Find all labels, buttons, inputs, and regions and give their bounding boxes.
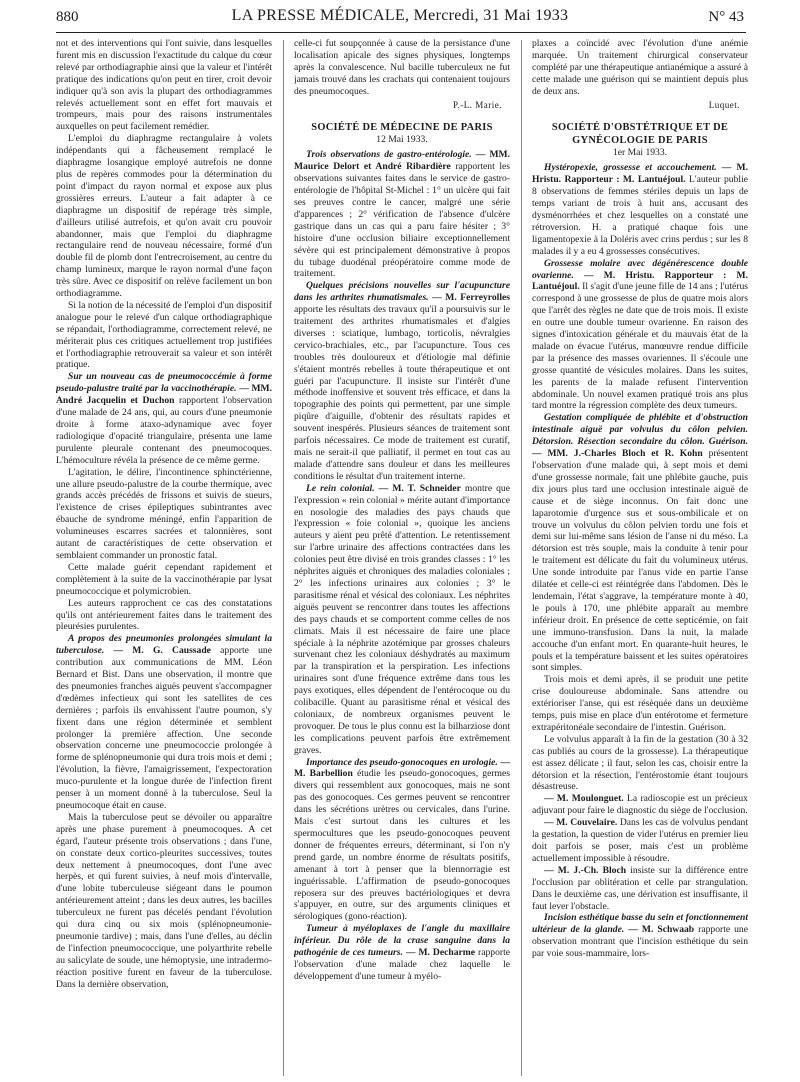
paragraph: Trois mois et demi après, il se produit une petite crise douloureuse abdominale. Sans attendre ou extérioriser l'anse, qui est résèquée dans un deuxième temps, puis mise en place d'un entérotome et fermeture extrapéritonéale secondaire de l'intestin. Guérison. <box>532 674 748 733</box>
article-authors: — M. J.-Ch. Bloch <box>544 864 627 876</box>
column-divider <box>521 40 522 1076</box>
column-2 <box>294 38 510 1076</box>
signature: P.-L. Marie. <box>453 99 502 110</box>
column-3 <box>532 38 748 1076</box>
paragraph: celle-ci fut soupçonnée à cause de la persistance d'une localisation apicale des signes physiques, longtemps après la convalescence. Nul bacille tuberculeux ne fut jamais trouvé dans les crachats qui contenaient toujours des pneumocoques. <box>294 38 510 97</box>
article-authors: — M. T. Schneider <box>378 482 461 494</box>
article <box>56 633 272 812</box>
article <box>56 371 272 466</box>
article-body: rapportent les observations suivantes faites dans le service de gastro-entérologie de l'hôpital St-Michel : 1° un ulcère qui fait ses preuves contre le cancer, malgré une série d'apparences ; 2° vérification de l'absence d'ulcère gastrique dans un cas qui a paru faire hésiter ; 3° histoire d'une occlusion biliaire exceptionnellement sévère qui est principalement démonstrative à propos du tubage duodénal préopératoire comme mode de traitement. <box>294 161 510 280</box>
article-authors: — M. Hristu. Rapporteur : M. Lantuéjoul. <box>532 162 748 186</box>
article-authors: — M. Barbellion <box>294 756 510 780</box>
article-title: Incision esthétique basse du sein et fonctionnement ultérieur de la glande. <box>532 912 748 936</box>
article <box>532 793 748 817</box>
article-authors: — MM. J.-Charles Bloch et R. Kohn <box>532 448 703 460</box>
article <box>294 149 510 280</box>
paragraph: not et des interventions qui l'ont suivie, dans lesquelles furent mis en discussion l'exactitude du calque du cœur relevé par orthodiagraphie ainsi que la valeur et l'intérêt pratique des indications qu'on peut en tirer, croit devoir indiquer qu'à son avis la plupart des orthodiagrammes relevés actuellement sont en effet fort mauvais et trompeurs, mais pour des raisons instrumentales auxquelles on peut facilement remédier. <box>56 38 272 133</box>
article-body: montre que l'expression « rein colonial » mérite autant d'importance en nosologie des maladies des pays chauds que l'expression « foie colonial », quoique les anciens auteurs y aient peu prêté d'attention. Le retentissement sur l'arbre urinaire des affections contractées dans les colonies peut être divisé en trois grandes classes : 1° les néphrites aiguës et chroniques des maladies coloniales ; 2° les infections urinaires aux colonies ; 3° le parasitisme rénal et vésical des coloniaux. Les néphrites aiguës peuvent se rencontrer dans toutes les affections des pays chauds et se comportent comme celles de nos climats. Mais il est nécessaire de faire une place spéciale à la néphrite azotémique par grosses chaleurs survenant chez les coloniaux déshydratés au maximum par la transpiration et la perspiration. Les infections urinaires sont d'une fréquence extrême dans tous les pays exotiques, elles dépendent de l'entérocoque ou du colibacille. Quant au parasitisme rénal et vésical des coloniaux, de nombreux organismes peuvent le provoquer. De tous le plus connu est la bilharziose dont les complications peuvent parfois être extrêmement graves. <box>294 482 510 756</box>
paragraph: plaxes a coïncidé avec l'évolution d'une anémie marquée. Un traitement chirurgical conservateur complété par une thérapeutique antianémique a assuré à cette malade une guérison qui se maintient depuis plus de deux ans. <box>532 38 748 97</box>
article <box>532 912 748 960</box>
page-header <box>56 3 744 29</box>
article-title: Grossesse molaire avec dégénérescence double ovarienne. <box>532 257 748 281</box>
column-1 <box>56 38 272 1076</box>
article-authors: — M. Schwaab <box>628 924 695 936</box>
article-body: présentent l'observation d'une malade qui, à sept mois et demi d'une grossesse normale, fait une phlébite gauche, puis dix jours plus tard une occlusion intestinale aiguë de cause et de siège inconnus. On fait donc une laparotomie d'urgence sus et sous-ombilicale et on trouve un volvulus du côlon pelvien tordu une fois et demi sur lui-même sans lésion de l'anse ni du méso. La détorsion est très souple, mais la conduite à tenir pour le traitement est délicate du fait du volumineux utérus. Une sonde introduite par l'anus vide en partie l'anse dilatée et celle-ci est réintégrée dans l'abdomen. Dès le lendemain, l'état s'aggrave, la température monte à 40, le pouls à 170, une phlébite apparaît au membre inférieur droit. En présence de cette septicémie, on fait une immuno-transfusion. Dans la nuit, la malade accouche d'un enfant mort. En quarante-huit heures, le pouls et la température baissent et les suites opératoires sont simples. <box>532 448 748 674</box>
article-authors: — M. Ferreyrolles <box>432 292 510 304</box>
article-title: Tumeur à myéloplaxes de l'angle du maxillaire inférieur. Du rôle de la crase sanguine dans la pathogénie de ces tumeurs. <box>294 923 510 959</box>
paragraph: L'agitation, le délire, l'incontinence sphinctérienne, une allure pseudo-palustre de la courbe thermique, avec grands accès précédés de frissons et suivis de sueurs, l'existence de crises épileptiques subintrantes avec ébauche de syndrome méningé, enfin l'apparition de volumineuses escarres sacrées et talonnières, sont autant de caractéristiques de cette observation et semblaient commander un pronostic fatal. <box>56 466 272 561</box>
article <box>294 757 510 924</box>
article-body: L'auteur publie 8 observations de femmes stériles depuis un laps de temps variant de trois à huit ans, accusant des dysménorrhées et chez lesquelles on a constaté une rétroversion. H. a pratiqué chaque fois une ligamentopexie à la Doléris avec crins perdus ; sur les 8 malades il y a eu 4 grossesses consécutives. <box>532 174 748 257</box>
article-body: étudie les pseudo-gonocoques, germes divers qui ressemblent aux gonocoques, mais ne sont pas des gonocoques. Ces germes peuvent se rencontrer dans les sécrétions urètres ou cervicales, dans l'urine. Mais c'est surtout dans les cultures et les spermocultures que les pseudo-gonocoques peuvent donner de fréquentes erreurs, déterminant, si l'on n'y prend garde, un nombre énorme de résultats positifs, amenant à tort à penser que la blennorragie est inguérissable. L'affirmation de pseudo-gonocoques reposera sur des preuves bactériologiques et devra s'appuyer, en outre, sur des arguments cliniques et sérologiques (gono-réaction). <box>294 768 510 923</box>
article-body: La radioscopie est un précieux adjuvant pour faire le diagnostic du siège de l'occlusion. <box>532 793 748 817</box>
article-body: rapporte une observation montrant que l'incision esthétique du sein par voie sous-mammaire, lors- <box>532 924 748 960</box>
article-body: rapporte l'observation d'une malade chez laquelle le développement d'une tumeur à myélo- <box>294 947 510 982</box>
section-date: 12 Mai 1933. <box>376 134 428 146</box>
article-body: Dans les cas de volvulus pendant la gestation, la question de vider l'utérus en premier lieu doit parfois se poser, mais c'est un problème actuellement impossible à résoudre. <box>532 817 748 864</box>
article-body: Il s'agit d'une jeune fille de 14 ans ; l'utérus correspond à une grossesse de plus de quatre mois alors que l'arrêt des règles ne date que de trois mois. Il existe en outre une double tumeur ovarienne. En raison des signes d'intoxication générale et du mauvais état de la malade on évacue l'utérus, manœuvre rendue difficile par la présence des masses ovariennes. Il s'écoule une grosse quantité de vésicules molaires. Dans les suites, les parents de la malade refusent l'intervention abdominale. Un nouvel examen pratiqué trois ans plus tard montre la régression complète des deux tumeurs. <box>532 281 748 412</box>
header-rule <box>56 32 746 33</box>
article-title: Sur un nouveau cas de pneumococcémie à forme pseudo-palustre traité par la vaccinothérapie. <box>56 371 272 395</box>
article-body: insiste sur la différence entre l'occlusion par oblitération et celle par strangulation. Dans le deuxième cas, une dérivation est insuffisante, il faut lever l'obstacle. <box>532 864 748 912</box>
article <box>294 923 510 983</box>
section-title: SOCIÉTÉ DE MÉDECINE DE PARIS <box>311 122 493 134</box>
article-title: Trois observations de gastro-entérologie. <box>306 149 472 161</box>
paragraph: Mais la tuberculose peut se dévoiler ou apparaître après une phase purement à pneumocoques. A cet égard, l'auteur présente trois observations ; dans l'une, on constate deux cortico-pleurites successives, toutes deux nettement à pneumocoques, dont l'une avec herpès, et qui furent suivies, à neuf mois d'intervalle, d'une lobite tuberculeuse siégeant dans le poumon antérieurement atteint ; dans les deux autres, les bacilles tuberculeux ne furent pas décelés pendant l'évolution qui dura cinq ou six mois (splénopneumonie-pneumonie tardive) ; mais, dans l'une d'elles, au déclin de l'infection pneumococcique, une polyarthrite rebelle au salicylate de soude, une hémoptysie, une intradermo-réaction positive furent en faveur de la tuberculose. Dans la dernière observation, <box>56 811 272 990</box>
paragraph: L'emploi du diaphragme rectangulaire à volets indépendants qui a fâcheusement remplacé le diaphragme losangique employé autrefois ne donne plus de repères commodes pour la détermination du point d'impact du rayon normal et expose aux plus grossières erreurs. L'auteur a fait adapter à ce diaphragme un dispositif de repérage très simple, d'ailleurs utilisé autrefois, et qu'on avait cru pouvoir abandonner, mais que l'emploi du diaphragme rectangulaire rend de nouveau nécessaire, formé d'un double fil de plomb dont l'entrecroisement, au centre du champ lumineux, marque le rayon normal d'une façon très sûre. Avec ce dispositif on relève facilement un bon orthodiagramme. <box>56 133 272 300</box>
signature: Luquet. <box>708 99 740 110</box>
article <box>532 865 748 913</box>
article-authors: — M. Decharme <box>405 947 476 959</box>
article-title: Hystéropexie, grossesse et accouchement. <box>544 162 717 174</box>
paragraph: Le volvulus apparaît à la fin de la gestation (30 à 32 cas publiés au cours de la grossesse). La thérapeutique est assez délicate ; il faut, selon les cas, choisir entre la détorsion et la résection, l'entérostomie étant toujours désastreuse. <box>532 733 748 793</box>
article <box>532 412 748 674</box>
page-number: 880 <box>56 9 79 25</box>
section-title: SOCIÉTÉ D'OBSTÉTRIQUE ET DE GYNÉCOLOGIE DE PARIS <box>551 122 729 147</box>
article <box>532 817 748 865</box>
article-body: apporte une contribution aux communications de MM. Léon Bernard et Bist. Dans une observation, il montre que des pneumonies franches aiguës peuvent s'accompagner d'œdèmes infectieux qui sont les satellites de ces dernières ; parfois ils envahissent l'autre poumon, s'y fixent dans une région déterminée et semblent prolonger la première affection. Une seconde observation concerne une pneumococcie prolongée à forme de splénopneumonie qui dura trois mois et demi ; l'évolution, la fièvre, l'amaigrissement, l'expectoration muco-purulente et la longue durée de l'infection firent penser à un moment donné à la tuberculose. Seul la pneumocoque était en cause. <box>56 645 272 811</box>
article-title: Quelques précisions nouvelles sur l'acupuncture dans les arthrites rhumatismales. <box>294 280 510 304</box>
article-title: Importance des pseudo-gonocoques en urologie. <box>306 756 498 768</box>
article-title: Le rein colonial. <box>306 482 375 494</box>
issue-number: N° 43 <box>708 9 744 25</box>
article-authors: — MM. André Jacquelin et Duchon <box>56 383 272 407</box>
article <box>294 280 510 482</box>
article-title: A propos des pneumonies prolongées simulant la tuberculose. <box>56 633 272 657</box>
article-authors: — M. G. Caussade <box>113 645 211 657</box>
article <box>532 258 748 413</box>
paragraph: Si la notion de la nécessité de l'emploi d'un dispositif analogue pour le relevé d'un calque orthodiagraphique se répandait, l'orthodiagramme, correctement relevé, ne mériterait plus ces critiques actuellement trop justifiées et l'orthodiagraphie retrouverait sa valeur et son intérêt pratique. <box>56 299 272 371</box>
section-date: 1er Mai 1933. <box>612 147 668 159</box>
column-divider <box>283 40 284 1076</box>
article-authors: — M. Moulonguet. <box>544 793 624 805</box>
article-body: rapportent l'observation d'une malade de 24 ans, qui, au cours d'une pneumonie droite à forme ataxo-adynamique avec foyer radiologique d'opacité triangulaire, présenta une lame purulente pleurale contenant des pneumocoques. L'hémoculture révéla la présence de ce même germe. <box>56 395 272 466</box>
article-body: apporte les résultats des travaux qu'il a poursuivis sur le traitement des arthrites rhumatismales et d'algies diverses : sciatique, lumbago, torticolis, névralgies cervico-brachiales, etc., par l'acupuncture. Tous ces troubles très douloureux et d'étiologie mal définie s'étaient montrés rebelles à toute thérapeutique et ont guéri par l'acupuncture. Il insiste sur l'intérêt d'une méthode inoffensive et souvent très efficace, et dans la topographie des points qui permettent, par une simple piqûre d'aiguille, d'obtenir des résultats rapides et souvent inespérés. Plusieurs séances de traitement sont parfois nécessaires. Ce mode de traitement est curatif, mais ne serait-il que palliatif, il permet en tout cas au malade d'attendre sans douleur et dans les meilleures conditions le résultat d'un traitement interne. <box>294 304 510 482</box>
journal-title: LA PRESSE MÉDICALE, Mercredi, 31 Mai 1933 <box>231 7 569 24</box>
article <box>532 162 748 257</box>
article <box>294 483 510 757</box>
article-authors: — M. Hristu. Rapporteur : M. Lantuéjoul. <box>532 269 748 293</box>
article-authors: — MM. Maurice Delort et André Ribardière <box>294 149 510 173</box>
article-authors: — M. Couvelaire. <box>544 817 618 829</box>
article-title: Gestation compliquée de phlébite et d'obstruction intestinale aiguë par volvulus du côlon pelvien. Détorsion. Résection secondaire du côlon. Guérison. <box>532 412 748 448</box>
paragraph: Cette malade guérit cependant rapidement et complètement à la suite de la vaccinothérapie par lysat pneumococcique et polymicrobien. <box>56 561 272 597</box>
paragraph: Les auteurs rapprochent ce cas des constatations qu'ils ont antérieurement faites dans le traitement des pleurésies purulentes. <box>56 597 272 633</box>
